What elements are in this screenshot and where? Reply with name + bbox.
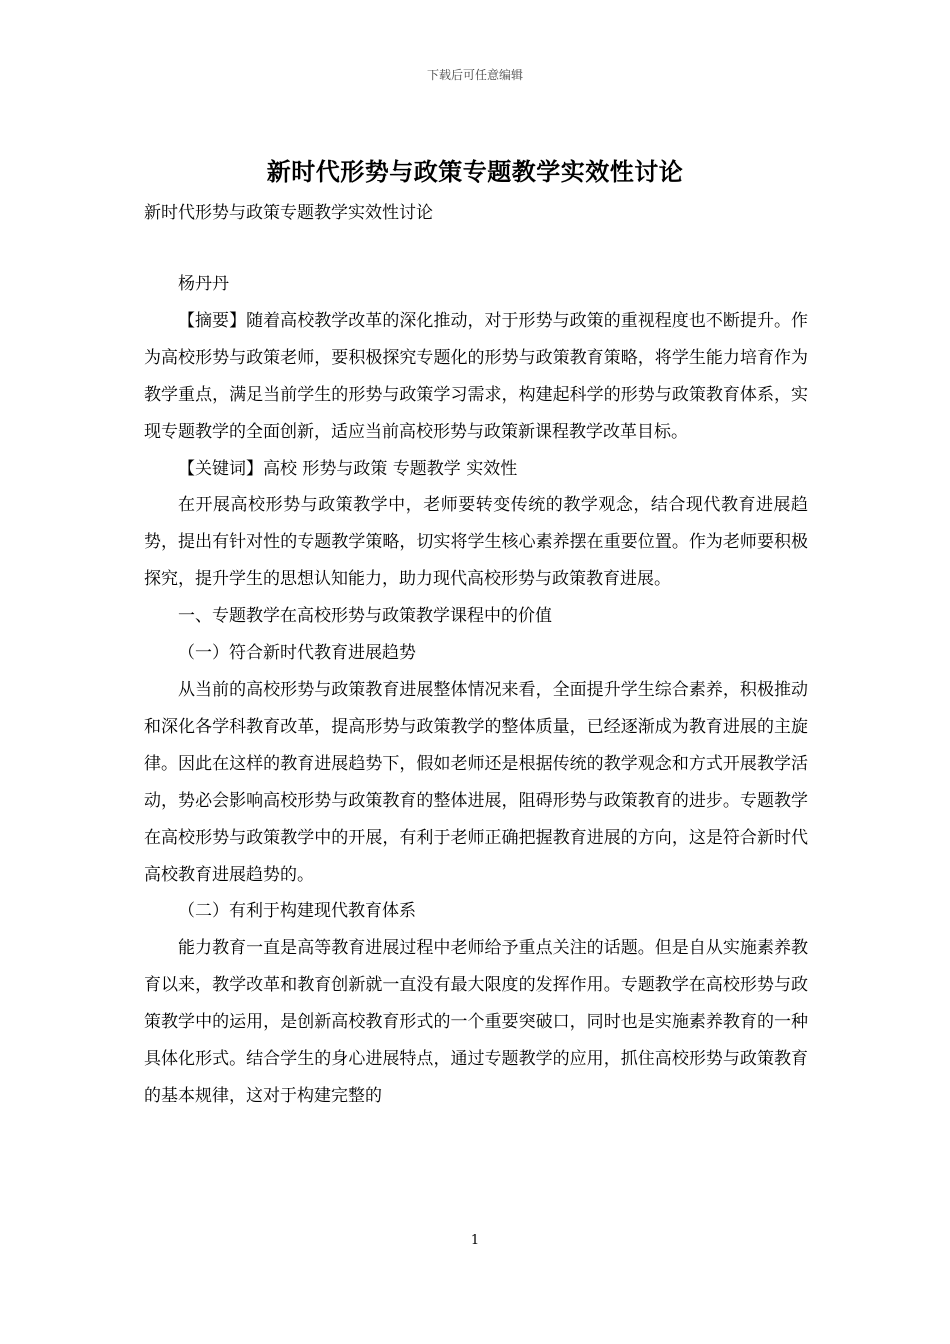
blank-line [144,230,808,266]
abstract-paragraph: 【摘要】随着高校教学改革的深化推动，对于形势与政策的重视程度也不断提升。作为高校形势与政策老师，要积极探究专题化的形势与政策教育策略，将学生能力培育作为教学重点，满足当前学生的形势与政策学习需求，构建起科学的形势与政策教育体系，实现专题教学的全面创新，适应当前高校形势与政策新课程教学改革目标。 [144,310,808,442]
page-number: 1 [470,1233,480,1248]
keywords-paragraph: 【关键词】高校 形势与政策 专题教学 实效性 [178,458,518,479]
document-body [144,196,808,1115]
intro-paragraph: 在开展高校形势与政策教学中，老师要转变传统的教学观念，结合现代教育进展趋势，提出有针对性的专题教学策略，切实将学生核心素养摆在重要位置。作为老师要积极探究，提升学生的思想认知能力，助力现代高校形势与政策教育进展。 [144,495,808,590]
document-subtitle: 新时代形势与政策专题教学实效性讨论 [144,203,433,223]
document-title: 新时代形势与政策专题教学实效性讨论 [266,157,684,186]
author-name: 杨丹丹 [178,274,229,294]
section-heading-1: 一、专题教学在高校形势与政策教学课程中的价值 [178,606,552,627]
body-paragraph: 能力教育一直是高等教育进展过程中老师给予重点关注的话题。但是自从实施素养教育以来，教学改革和教育创新就一直没有最大限度的发挥作用。专题教学在高校形势与政策教学中的运用，是创新高校教育形式的一个重要突破口，同时也是实施素养教育的一种具体化形式。结合学生的身心进展特点，通过专题教学的应用，抓住高校形势与政策教育的基本规律，这对于构建完整的 [144,938,808,1106]
body-paragraph: 从当前的高校形势与政策教育进展整体情况来看，全面提升学生综合素养，积极推动和深化各学科教育改革，提高形势与政策教学的整体质量，已经逐渐成为教育进展的主旋律。因此在这样的教育进展趋势下，假如老师还是根据传统的教学观念和方式开展教学活动，势必会影响高校形势与政策教育的整体进展，阻碍形势与政策教育的进步。专题教学在高校形势与政策教学中的开展，有利于老师正确把握教育进展的方向，这是符合新时代高校教育进展趋势的。 [144,679,808,885]
subsection-heading-1: （一）符合新时代教育进展趋势 [178,643,416,664]
subsection-heading-2: （二）有利于构建现代教育体系 [178,901,416,922]
page-header: 下载后可任意编辑 [426,68,523,82]
